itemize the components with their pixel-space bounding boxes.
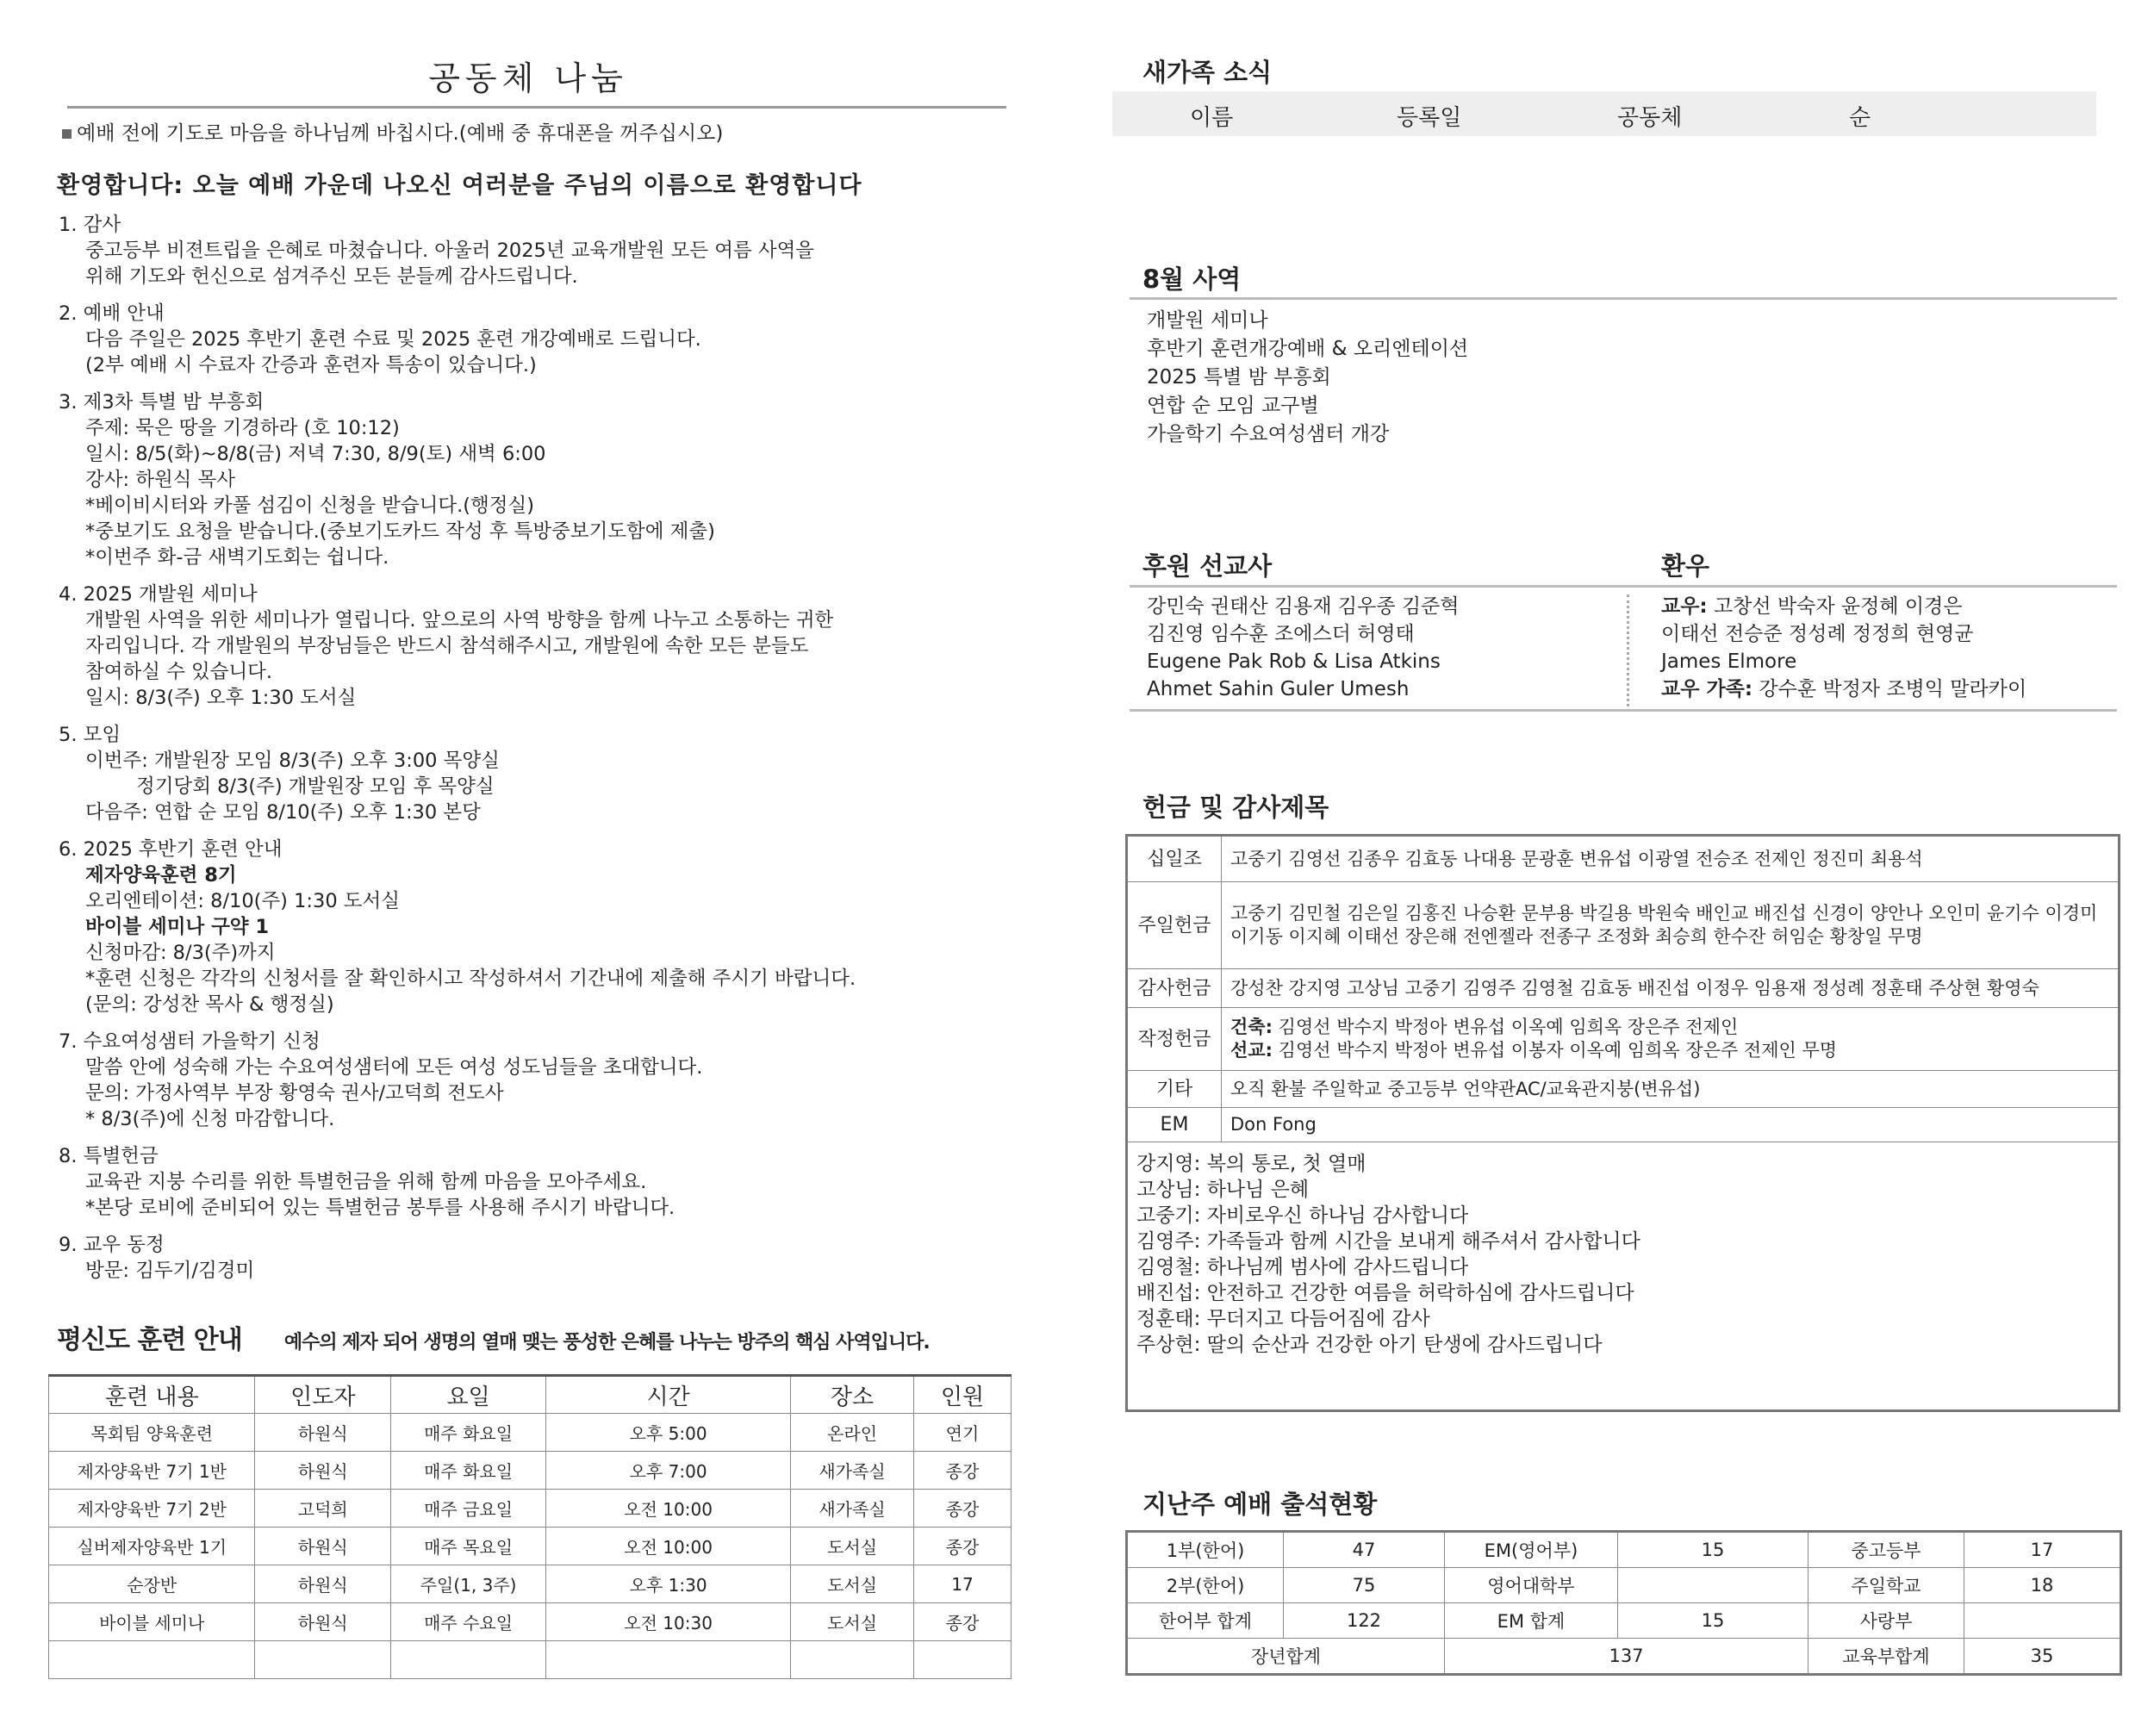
table-cell: 제자양육반 7기 1반 [49,1452,255,1490]
announcement-line: (2부 예배 시 수료자 간증과 훈련자 특송이 있습니다.) [85,354,537,376]
announcement-item [59,389,1006,570]
announcement-line: 주제: 묵은 땅을 기경하라 (호 10:12) [85,417,400,439]
table-cell: 종강 [913,1603,1011,1641]
square-bullet-icon [62,129,72,139]
table-cell: 오후 7:00 [546,1452,791,1490]
table-cell: 오전 10:00 [546,1528,791,1565]
table-cell: 중고등부 [1808,1532,1964,1568]
table-row [1127,1639,2121,1675]
announcement-heading: 5. 모임 [59,724,121,746]
offering-names: 강성찬 강지영 고상님 고중기 김영주 김영철 김효동 배진섭 이정우 임용재 정성례 정훈태 주상현 황영숙 [1222,969,2120,1008]
table-cell: 17 [913,1565,1011,1603]
table-row [1127,1142,2120,1411]
table-cell: 온라인 [791,1414,914,1452]
offering-type: 작정헌금 [1127,1008,1222,1071]
pledge-line [1230,1039,2109,1062]
table-cell: 매주 금요일 [391,1490,546,1528]
announcement-line: 교육관 지붕 수리를 위한 특별헌금을 위해 함께 마음을 모아주세요. [85,1171,647,1193]
table-cell: 2부(한어) [1127,1568,1284,1603]
table-cell: 새가족실 [791,1490,914,1528]
table-cell: 새가족실 [791,1452,914,1490]
table-cell: 도서실 [791,1603,914,1641]
table-cell: 하원식 [255,1603,391,1641]
table-cell: 하원식 [255,1528,391,1565]
table-cell: 장년합계 [1127,1639,1445,1675]
table-cell: 하원식 [255,1414,391,1452]
table-row [49,1603,1012,1641]
community-sharing-section [50,52,1006,1295]
thanks-note: 고중기: 자비로우신 하나님 감사합니다 [1136,1204,1469,1227]
column-header: 이름 [1190,105,1234,131]
thanks-note: 김영주: 가족들과 함께 시간을 보내게 해주셔서 감사합니다 [1136,1230,1640,1253]
missionary-list [1147,593,1460,703]
list-item [1661,593,2026,620]
table-row [49,1565,1012,1603]
column-header: 시간 [546,1376,791,1414]
announcement-line: 다음주: 연합 순 모임 8/10(주) 오후 1:30 본당 [85,801,481,824]
table-cell: 고덕희 [255,1490,391,1528]
announcement-line: 개발원 사역을 위한 세미나가 열립니다. 앞으로의 사역 방향을 함께 나누고 소통하는 귀한 [85,609,834,632]
table-cell [1964,1603,2121,1639]
offering-type: 감사헌금 [1127,969,1222,1008]
table-row [1127,1071,2120,1108]
column-header: 장소 [791,1376,914,1414]
announcement-line: 문의: 가정사역부 부장 황영숙 권사/고덕희 전도사 [85,1082,504,1104]
training-subtitle: 예수의 제자 되어 생명의 열매 맺는 풍성한 은혜를 나누는 방주의 핵심 사역입니다. [283,1332,930,1353]
table-cell: 오후 5:00 [546,1414,791,1452]
announcement-heading: 4. 2025 개발원 세미나 [59,583,258,606]
title-divider [67,106,1006,109]
announcement-heading: 2. 예배 안내 [59,302,165,325]
announcement-line: (문의: 강성찬 목사 & 행정실) [85,993,334,1016]
offering-names: Don Fong [1222,1108,2120,1142]
column-header: 훈련 내용 [49,1376,255,1414]
dotted-divider [1627,594,1629,706]
training-name: 바이블 세미나 구약 1 [85,916,270,938]
table-cell: 종강 [913,1452,1011,1490]
training-table [48,1374,1012,1679]
thanks-note: 주상현: 딸의 순산과 건강한 아기 탄생에 감사드립니다 [1136,1334,1603,1356]
list-item: 강민숙 권태산 김용재 김우종 김준혁 [1147,595,1460,618]
table-cell: 122 [1284,1603,1445,1639]
offering-type: 기타 [1127,1071,1222,1108]
table-cell: 15 [1618,1603,1808,1639]
announcement-item [59,722,1006,825]
table-row [49,1528,1012,1565]
table-cell: 교육부합계 [1808,1639,1964,1675]
table-cell: 종강 [913,1490,1011,1528]
announcement-heading: 6. 2025 후반기 훈련 안내 [59,838,283,861]
thanks-note: 정훈태: 무더지고 다듬어짐에 감사 [1136,1308,1430,1330]
announcement-line: 정기당회 8/3(주) 개발원장 모임 후 목양실 [136,775,495,798]
welcome-heading: 환영합니다: 오늘 예배 가운데 나오신 여러분을 주님의 이름으로 환영합니다 [57,172,862,199]
announcement-line: 자리입니다. 각 개발원의 부장님들은 반드시 참석해주시고, 개발원에 속한 모든 분들도 [85,635,809,657]
announcement-line: 참여하실 수 있습니다. [85,661,273,683]
announcement-line: 오리엔테이션: 8/10(주) 1:30 도서실 [85,890,400,912]
announcement-item [59,1029,1006,1132]
offering-type: 십일조 [1127,836,1222,882]
table-cell: 도서실 [791,1565,914,1603]
column-header: 공동체 [1617,105,1683,131]
table-cell: 순장반 [49,1565,255,1603]
announcement-line: *이번주 화-금 새벽기도회는 쉽니다. [85,546,389,569]
prayer-note [62,117,1006,146]
table-row [1127,969,2120,1008]
list-item: 김진영 임수훈 조에스더 허영태 [1147,623,1415,645]
table-row [49,1452,1012,1490]
announcement-line: *베이비시터와 카풀 섬김이 신청을 받습니다.(행정실) [85,495,535,517]
label: 건축: [1230,1017,1273,1037]
table-cell: 오전 10:30 [546,1603,791,1641]
list-item: 연합 순 모임 교구별 [1147,395,1319,417]
attendance-table [1125,1530,2122,1676]
section-divider [1130,709,2117,712]
table-row [1127,836,2120,882]
thanks-note: 배진섭: 안전하고 건강한 여름을 허락하심에 감사드립니다 [1136,1282,1634,1304]
list-item: 2025 특별 밤 부흥회 [1147,366,1331,389]
list-item: Eugene Pak Rob & Lisa Atkins [1147,650,1441,673]
table-cell: 제자양육반 7기 2반 [49,1490,255,1528]
table-cell: 매주 화요일 [391,1452,546,1490]
column-header: 인도자 [255,1376,391,1414]
table-cell [391,1641,546,1679]
training-title: 평신도 훈련 안내 [57,1325,242,1355]
table-row [1127,1532,2121,1568]
names: 김영선 박수지 박정아 변유섭 이옥예 임희옥 장은주 전제인 [1272,1017,1739,1037]
table-cell: EM 합계 [1445,1603,1618,1639]
training-header [57,1318,930,1356]
announcement-line: *훈련 신청은 각각의 신청서를 잘 확인하시고 작성하셔서 기간내에 제출해 주시기 바랍니다. [85,968,856,990]
announcement-line: 다음 주일은 2025 후반기 훈련 수료 및 2025 훈련 개강예배로 드립니다. [85,328,701,351]
table-cell: 1부(한어) [1127,1532,1284,1568]
table-cell: 하원식 [255,1452,391,1490]
names: 강수훈 박정자 조병익 말라카이 [1752,678,2027,700]
offering-table [1125,834,2120,1412]
table-cell [791,1641,914,1679]
announcement-heading: 3. 제3차 특별 밤 부흥회 [59,391,265,414]
training-name: 제자양육훈련 8기 [85,864,237,887]
page-title: 공동체 나눔 [428,59,628,97]
offering-names: 오직 환불 주일학교 중고등부 언약관AC/교육관지붕(변유섭) [1222,1071,2120,1108]
announcement-line: 신청마감: 8/3(주)까지 [85,942,276,964]
names: 고창선 박숙자 윤정혜 이경은 [1707,595,1963,618]
list-item: James Elmore [1661,650,1797,673]
announcement-line: 강사: 하원식 목사 [85,469,236,491]
thanks-notes [1127,1142,2120,1411]
table-row [1127,1568,2121,1603]
list-item: 개발원 세미나 [1147,309,1268,332]
list-item: 가을학기 수요여성샘터 개강 [1147,423,1390,445]
table-cell: 목회팀 양육훈련 [49,1414,255,1452]
table-cell: 47 [1284,1532,1445,1568]
offering-names: 고중기 김민철 김은일 김홍진 나승환 문부용 박길용 박원숙 배인교 배진섭 신경이 양안나 오인미 윤기수 이경미 이기동 이지혜 이태선 장은해 전엔젤라 전종구 조정화 최승희 한수잔 허임순 황창일 무명 [1222,882,2120,969]
section-divider [1130,297,2117,300]
announcement-line: 일시: 8/5(화)~8/8(금) 저녁 7:30, 8/9(토) 새벽 6:00 [85,443,546,465]
table-row [49,1490,1012,1528]
announcement-item [59,1232,1006,1284]
august-ministry-list [1147,307,1468,449]
sick-members-list [1661,593,2026,703]
table-cell [49,1641,255,1679]
column-header: 인원 [913,1376,1011,1414]
thanks-note: 김영철: 하나님께 범사에 감사드립니다 [1136,1256,1469,1279]
offering-type: EM [1127,1108,1222,1142]
thanks-note: 강지영: 복의 통로, 첫 열매 [1136,1153,1366,1175]
table-cell: 종강 [913,1528,1011,1565]
announcement-heading: 8. 특별헌금 [59,1145,159,1167]
table-cell [546,1641,791,1679]
table-cell [255,1641,391,1679]
pledge-line [1230,1016,2109,1039]
august-ministry-title: 8월 사역 [1142,264,1242,294]
sick-members-title: 환우 [1661,551,1710,581]
announcement-heading: 1. 감사 [59,214,121,236]
offering-names: 고중기 김영선 김종우 김효동 나대용 문광훈 변유섭 이광열 전승조 전제인 정진미 최용석 [1222,836,2120,882]
table-cell [913,1641,1011,1679]
section-divider [1130,585,2117,588]
label: 교우: [1661,595,1708,618]
column-header: 요일 [391,1376,546,1414]
announcement-item [59,1143,1006,1221]
list-item: Ahmet Sahin Guler Umesh [1147,678,1410,700]
announcement-line: 중고등부 비젼트립을 은혜로 마쳤습니다. 아울러 2025년 교육개발원 모든 여름 사역을 [85,240,815,262]
table-cell: 주일(1, 3주) [391,1565,546,1603]
announcement-item [59,582,1006,711]
table-row [1127,1008,2120,1071]
table-row [1127,1603,2121,1639]
attendance-title: 지난주 예배 출석현황 [1142,1490,1378,1519]
announcement-line: * 8/3(주)에 신청 마감합니다. [85,1108,335,1130]
list-item: 이태선 전승준 정성례 정정희 현영균 [1661,623,1974,645]
table-row [49,1414,1012,1452]
announcement-line: 말씀 안에 성숙해 가는 수요여성샘터에 모든 여성 성도님들을 초대합니다. [85,1056,703,1079]
announcement-line: *중보기도 요청을 받습니다.(중보기도카드 작성 후 특방중보기도함에 제출) [85,520,715,543]
thanks-note: 고상님: 하나님 은혜 [1136,1179,1310,1201]
offering-title: 헌금 및 감사제목 [1142,793,1329,822]
new-family-header [1112,91,2096,136]
table-cell: 매주 목요일 [391,1528,546,1565]
table-cell: 실버제자양육반 1기 [49,1528,255,1565]
announcement-heading: 9. 교우 동정 [59,1234,165,1256]
table-cell: 하원식 [255,1565,391,1603]
table-cell: 15 [1618,1532,1808,1568]
announcement-item [59,212,1006,289]
announcement-line: 일시: 8/3(주) 오후 1:30 도서실 [85,687,357,709]
table-cell: 도서실 [791,1528,914,1565]
column-header: 등록일 [1397,105,1462,131]
missionary-title: 후원 선교사 [1142,551,1273,581]
table-cell: 75 [1284,1568,1445,1603]
announcement-line: 방문: 김두기/김경미 [85,1260,255,1282]
table-row [1127,1108,2120,1142]
table-cell: 오전 10:00 [546,1490,791,1528]
offering-names [1222,1008,2120,1071]
table-cell: 영어대학부 [1445,1568,1618,1603]
table-cell: 연기 [913,1414,1011,1452]
announcement-line: *본당 로비에 준비되어 있는 특별헌금 봉투를 사용해 주시기 바랍니다. [85,1197,675,1219]
table-header-row [49,1376,1012,1414]
new-family-title: 새가족 소식 [1142,58,1273,87]
label: 선교: [1230,1040,1273,1061]
table-cell: 매주 수요일 [391,1603,546,1641]
announcement-line: 이번주: 개발원장 모임 8/3(주) 오후 3:00 목양실 [85,750,500,772]
table-cell: 137 [1445,1639,1808,1675]
list-item [1661,675,2026,703]
table-cell: 17 [1964,1532,2121,1568]
table-cell: 18 [1964,1568,2121,1603]
table-cell [1618,1568,1808,1603]
announcement-heading: 7. 수요여성샘터 가을학기 신청 [59,1030,321,1053]
table-cell: EM(영어부) [1445,1532,1618,1568]
prayer-text: 예배 전에 기도로 마음을 하나님께 바칩시다.(예배 중 휴대폰을 꺼주십시오) [77,122,724,145]
table-row [1127,882,2120,969]
label: 교우 가족: [1661,678,1753,700]
table-cell: 35 [1964,1639,2121,1675]
column-header: 순 [1849,105,1871,131]
announcement-line: 위해 기도와 헌신으로 섬겨주신 모든 분들께 감사드립니다. [85,265,578,288]
table-cell: 한어부 합계 [1127,1603,1284,1639]
announcement-item [59,301,1006,378]
names: 김영선 박수지 박정아 변유섭 이봉자 이옥예 임희옥 장은주 전제인 무명 [1272,1040,1838,1061]
table-row [49,1641,1012,1679]
table-cell: 주일학교 [1808,1568,1964,1603]
list-item: 후반기 훈련개강예배 & 오리엔테이션 [1147,338,1469,360]
table-cell: 매주 화요일 [391,1414,546,1452]
offering-type: 주일헌금 [1127,882,1222,969]
table-cell: 오후 1:30 [546,1565,791,1603]
table-cell: 바이블 세미나 [49,1603,255,1641]
announcement-item [59,837,1006,1017]
table-cell: 사랑부 [1808,1603,1964,1639]
